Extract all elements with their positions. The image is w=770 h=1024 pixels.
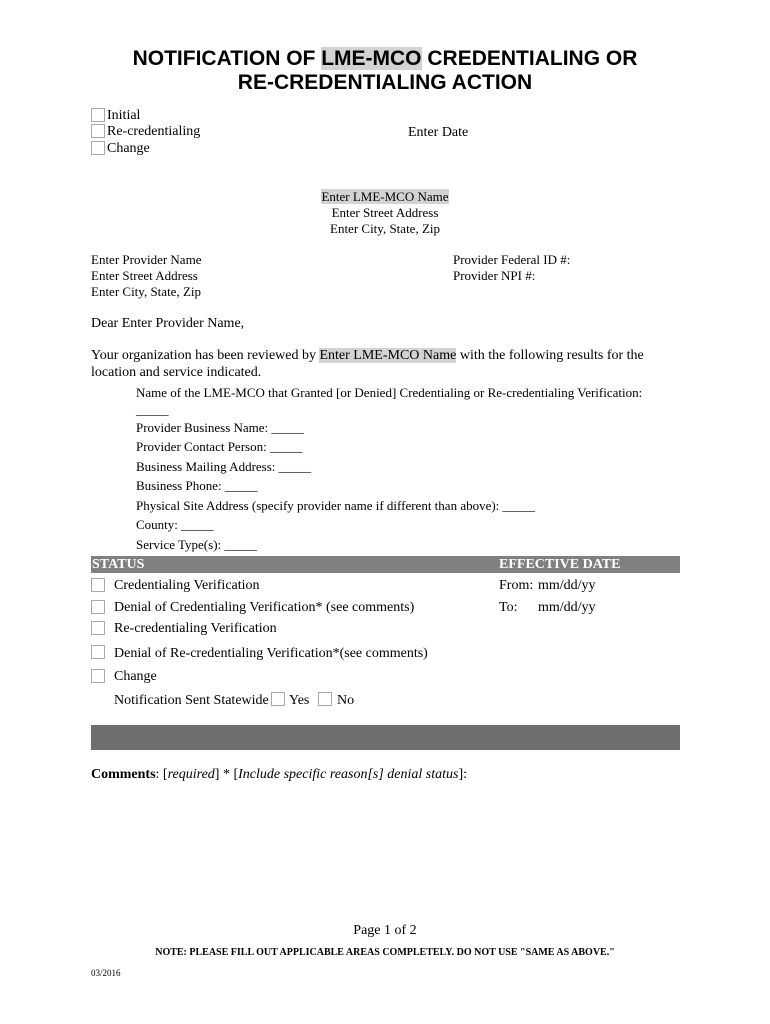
statewide-no-checkbox[interactable]: [318, 692, 332, 706]
initial-label: Initial: [107, 108, 141, 123]
comments-mid: ] * [: [214, 767, 239, 782]
denial-credentialing-label: Denial of Credentialing Verification* (see comments): [114, 600, 415, 615]
initial-checkbox[interactable]: [91, 108, 105, 122]
from-date-field[interactable]: mm/dd/yy: [538, 578, 596, 593]
from-label: From:: [499, 578, 534, 593]
provider-npi-label: Provider NPI #:: [453, 268, 536, 283]
to-label: To:: [499, 600, 518, 615]
provider-name-field[interactable]: Enter Provider Name: [91, 252, 202, 267]
change-label: Change: [107, 141, 150, 156]
page-title-line2: RE-CREDENTIALING ACTION: [237, 71, 533, 94]
comments-end: ]:: [458, 767, 468, 782]
intro-lme-name-field[interactable]: Enter LME-MCO Name: [319, 348, 457, 363]
effective-date-header: EFFECTIVE DATE: [499, 557, 621, 572]
re-credentialing-label: Re-credentialing: [107, 124, 201, 139]
page-number: Page 1 of 2: [353, 923, 417, 938]
site-address-field[interactable]: Physical Site Address (specify provider name if different than above): _____: [136, 498, 536, 513]
denial-re-credentialing-label: Denial of Re-credentialing Verification*(see comments): [114, 646, 428, 661]
comments-required: required: [167, 767, 215, 782]
provider-city-field[interactable]: Enter City, State, Zip: [91, 284, 201, 299]
statewide-label: Notification Sent Statewide: [114, 693, 269, 708]
status-change-checkbox[interactable]: [91, 669, 105, 683]
re-credentialing-verification-label: Re-credentialing Verification: [114, 621, 277, 636]
service-types-field[interactable]: Service Type(s): _____: [136, 537, 257, 552]
statewide-yes-checkbox[interactable]: [271, 692, 285, 706]
intro-after: with the following results for the: [456, 348, 644, 363]
credentialing-verification-checkbox[interactable]: [91, 578, 105, 592]
date-field[interactable]: Enter Date: [408, 125, 469, 140]
status-change-label: Change: [114, 669, 157, 684]
status-header: STATUS: [92, 557, 145, 572]
denial-credentialing-checkbox[interactable]: [91, 600, 105, 614]
comments-label: Comments: [91, 767, 156, 782]
statewide-yes-label: Yes: [289, 693, 310, 708]
re-credentialing-verification-checkbox[interactable]: [91, 621, 105, 635]
mailing-address-field[interactable]: Business Mailing Address: _____: [136, 459, 312, 474]
lme-granted-label: Name of the LME-MCO that Granted [or Denied] Credentialing or Re-credentialing Verification:: [136, 385, 643, 400]
title-lme-mco: LME-MCO: [321, 47, 422, 70]
county-field[interactable]: County: _____: [136, 517, 214, 532]
provider-street-field[interactable]: Enter Street Address: [91, 268, 198, 283]
page-title: [0, 47, 770, 71]
intro-line1: [91, 348, 644, 364]
title-suffix: CREDENTIALING OR: [421, 47, 638, 70]
business-phone-field[interactable]: Business Phone: _____: [136, 478, 258, 493]
revision-date: 03/2016: [91, 968, 121, 978]
business-name-field[interactable]: Provider Business Name: _____: [136, 420, 304, 435]
comments-line[interactable]: [91, 767, 467, 783]
denial-re-credentialing-checkbox[interactable]: [91, 645, 105, 659]
statewide-no-label: No: [337, 693, 355, 708]
lme-granted-blank[interactable]: _____: [136, 402, 169, 417]
lme-street-field[interactable]: Enter Street Address: [331, 205, 439, 220]
status-header-bar: [91, 556, 680, 573]
comments-colon: : [: [155, 767, 168, 782]
provider-federal-id-label: Provider Federal ID #:: [453, 252, 571, 267]
lme-name-field[interactable]: Enter LME-MCO Name: [321, 189, 449, 204]
salutation: Dear Enter Provider Name,: [91, 316, 245, 331]
change-checkbox[interactable]: [91, 141, 105, 155]
footer-note: NOTE: PLEASE FILL OUT APPLICABLE AREAS COMPLETELY. DO NOT USE "SAME AS ABOVE.": [155, 947, 615, 958]
intro-before: Your organization has been reviewed by: [91, 348, 320, 363]
intro-line2: location and service indicated.: [91, 365, 262, 380]
comments-reason: Include specific reason[s] denial status: [238, 767, 459, 782]
contact-person-field[interactable]: Provider Contact Person: _____: [136, 439, 303, 454]
to-date-field[interactable]: mm/dd/yy: [538, 600, 596, 615]
lme-name-line: [0, 189, 770, 204]
title-prefix: NOTIFICATION OF: [132, 47, 322, 70]
re-credentialing-checkbox[interactable]: [91, 124, 105, 138]
section-divider-bar: [91, 725, 680, 750]
credentialing-verification-label: Credentialing Verification: [114, 578, 260, 593]
lme-city-field[interactable]: Enter City, State, Zip: [330, 221, 440, 236]
